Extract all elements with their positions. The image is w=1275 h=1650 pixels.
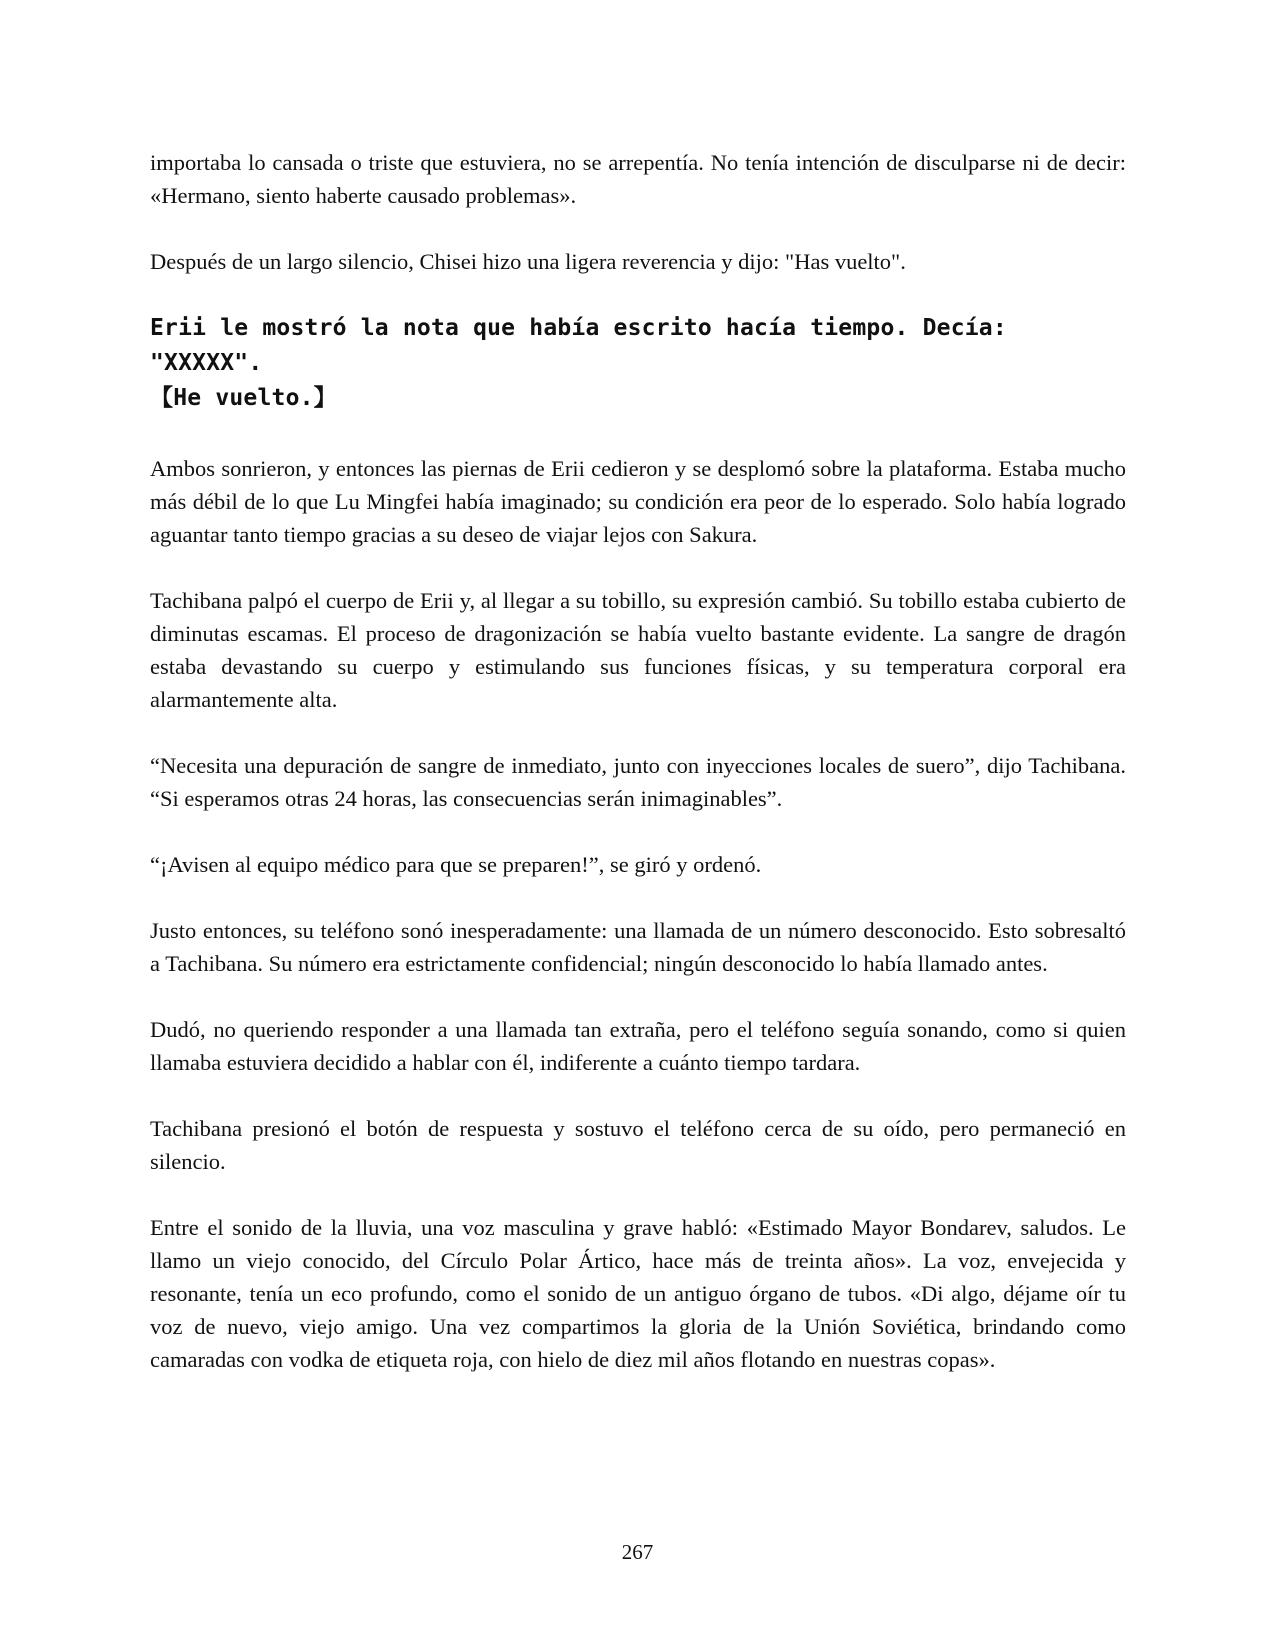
paragraph-both-smiled: Ambos sonrieron, y entonces las piernas de Erii cedieron y se desplomó sobre la plataforma. Estaba mucho más débil de lo que Lu Mingfei había imaginado; su condición era peor de lo esperado. Solo había logrado aguantar tanto tiempo gracias a su deseo de viajar lejos con Sakura. xyxy=(150,456,1126,547)
note-line-1: Erii le mostró la nota que había escrito hacía tiempo. Decía: "XXXXX". xyxy=(150,315,1007,376)
paragraph-tachibana-examined: Tachibana palpó el cuerpo de Erii y, al llegar a su tobillo, su expresión cambió. Su tobillo estaba cubierto de diminutas escamas. El proceso de dragonización se había vuelto bastante evidente. La sangre de dragón estaba devastando su cuerpo y estimulando sus funciones físicas, y su temperatura corporal era alarmantemente alta. xyxy=(150,588,1126,712)
paragraph-phone-rang: Justo entonces, su teléfono sonó inesperadamente: una llamada de un número desconocido. Esto sobresaltó a Tachibana. Su número era estrictamente confidencial; ningún desconocido lo había llamado antes. xyxy=(150,918,1126,976)
paragraph-chisei: Después de un largo silencio, Chisei hizo una ligera reverencia y dijo: "Has vuelto". xyxy=(150,249,906,274)
note-block xyxy=(150,311,1126,416)
paragraph-blood-purification: “Necesita una depuración de sangre de inmediato, junto con inyecciones locales de suero”, dijo Tachibana. “Si esperamos otras 24 horas, las consecuencias serán inimaginables”. xyxy=(150,753,1126,811)
paragraph-hesitated: Dudó, no queriendo responder a una llamada tan extraña, pero el teléfono seguía sonando, como si quien llamaba estuviera decidido a hablar con él, indiferente a cuánto tiempo tardara. xyxy=(150,1017,1126,1075)
paragraph-deep-voice: Entre el sonido de la lluvia, una voz masculina y grave habló: «Estimado Mayor Bondarev, saludos. Le llamo un viejo conocido, del Círculo Polar Ártico, hace más de treinta años». La voz, envejecida y resonante, tenía un eco profundo, como el sonido de un antiguo órgano de tubos. «Di algo, déjame oír tu voz de nuevo, viejo amigo. Una vez compartimos la gloria de la Unión Soviética, brindando como camaradas con vodka de etiqueta roja, con hielo de diez mil años flotando en nuestras copas». xyxy=(150,1215,1126,1372)
paragraph-continuation: importaba lo cansada o triste que estuviera, no se arrepentía. No tenía intención de disculparse ni de decir: «Hermano, siento haberte causado problemas». xyxy=(150,150,1126,208)
page-number: 267 xyxy=(621,1540,654,1564)
paragraph-answer-button: Tachibana presionó el botón de respuesta y sostuvo el teléfono cerca de su oído, pero permaneció en silencio. xyxy=(150,1116,1126,1174)
paragraph-medical-team: “¡Avisen al equipo médico para que se preparen!”, se giró y ordenó. xyxy=(150,852,762,877)
page-body xyxy=(150,146,1126,1409)
note-line-2: 【He vuelto.】 xyxy=(150,385,337,411)
